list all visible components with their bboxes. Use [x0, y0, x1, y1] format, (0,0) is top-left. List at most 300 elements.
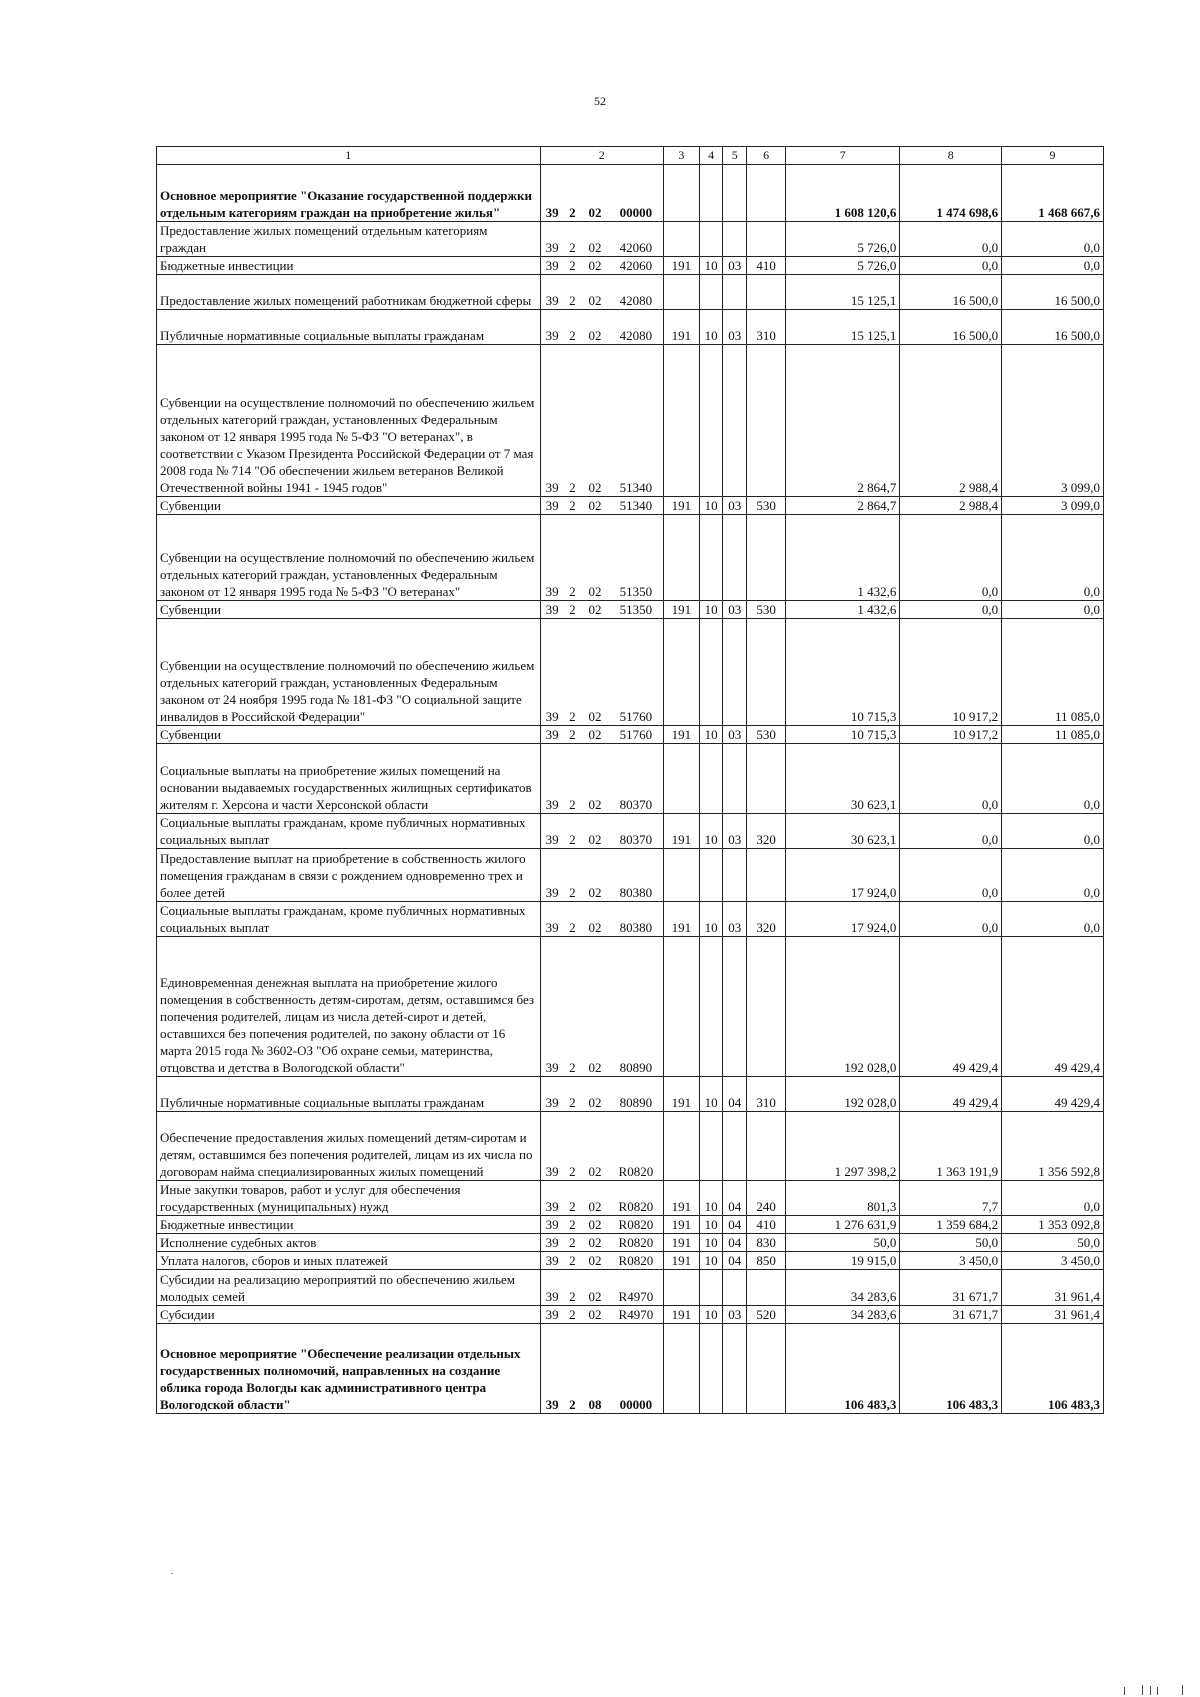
- row-value-col9: 0,0: [1002, 744, 1104, 814]
- row-code-admin: 39: [540, 849, 564, 902]
- row-code-admin: 39: [540, 1270, 564, 1306]
- row-value-col8: 1 474 698,6: [900, 165, 1002, 222]
- row-code-subsection: [723, 1270, 747, 1306]
- row-code-ministry: [663, 1270, 699, 1306]
- table-row: [157, 849, 1104, 902]
- row-code-section: [699, 619, 723, 726]
- row-code-expense-type: [747, 744, 786, 814]
- row-value-col8: 16 500,0: [900, 275, 1002, 310]
- row-value-col9: 16 500,0: [1002, 275, 1104, 310]
- row-name: Иные закупки товаров, работ и услуг для обеспечения государственных (муниципальных) нужд: [157, 1181, 541, 1216]
- row-code-expense-type: 310: [747, 1077, 786, 1112]
- row-code-admin: 39: [540, 726, 564, 744]
- row-code-subsection: 04: [723, 1234, 747, 1252]
- row-value-col7: 15 125,1: [786, 310, 900, 345]
- table-row: [157, 275, 1104, 310]
- row-code-direction: R0820: [609, 1112, 663, 1181]
- row-code-direction: 80380: [609, 849, 663, 902]
- row-code-admin: 39: [540, 1181, 564, 1216]
- row-code-ministry: 191: [663, 601, 699, 619]
- row-name: Обеспечение предоставления жилых помещений детям-сиротам и детям, оставшимся без попечения родителей, лицам из их числа по договорам найма специализированных жилых помещений: [157, 1112, 541, 1181]
- row-value-col9: 3 099,0: [1002, 345, 1104, 497]
- row-code-direction: R0820: [609, 1234, 663, 1252]
- row-code-expense-type: [747, 222, 786, 257]
- row-code-expense-type: [747, 1324, 786, 1414]
- row-value-col8: 31 671,7: [900, 1306, 1002, 1324]
- row-value-col9: 11 085,0: [1002, 619, 1104, 726]
- row-code-expense-type: 530: [747, 601, 786, 619]
- row-value-col8: 106 483,3: [900, 1324, 1002, 1414]
- row-code-section: 10: [699, 1306, 723, 1324]
- row-code-expense-type: 320: [747, 902, 786, 937]
- row-code-program: 2: [564, 849, 581, 902]
- row-code-direction: 80370: [609, 744, 663, 814]
- row-code-section: 10: [699, 257, 723, 275]
- row-value-col9: 0,0: [1002, 1181, 1104, 1216]
- column-header: 4: [699, 147, 723, 165]
- row-code-direction: 00000: [609, 1324, 663, 1414]
- row-value-col7: 1 432,6: [786, 515, 900, 601]
- row-code-admin: 39: [540, 744, 564, 814]
- row-code-ministry: [663, 275, 699, 310]
- row-name: Социальные выплаты гражданам, кроме публичных нормативных социальных выплат: [157, 814, 541, 849]
- row-value-col7: 1 608 120,6: [786, 165, 900, 222]
- table-row: [157, 257, 1104, 275]
- row-code-subsection: [723, 744, 747, 814]
- row-code-direction: R0820: [609, 1181, 663, 1216]
- table-row: [157, 1234, 1104, 1252]
- row-value-col8: 3 450,0: [900, 1252, 1002, 1270]
- row-code-direction: 42060: [609, 222, 663, 257]
- row-code-subsection: [723, 1112, 747, 1181]
- row-name: Субсидии на реализацию мероприятий по обеспечению жильем молодых семей: [157, 1270, 541, 1306]
- row-name: Исполнение судебных актов: [157, 1234, 541, 1252]
- row-code-admin: 39: [540, 1112, 564, 1181]
- table-row: [157, 1181, 1104, 1216]
- row-code-ministry: 191: [663, 257, 699, 275]
- row-code-ministry: [663, 515, 699, 601]
- row-value-col9: 3 450,0: [1002, 1252, 1104, 1270]
- row-code-program: 2: [564, 345, 581, 497]
- row-value-col7: 5 726,0: [786, 222, 900, 257]
- row-code-program: 2: [564, 1234, 581, 1252]
- row-value-col7: 15 125,1: [786, 275, 900, 310]
- row-name: Основное мероприятие "Оказание государственной поддержки отдельным категориям граждан на приобретение жилья": [157, 165, 541, 222]
- column-header: 7: [786, 147, 900, 165]
- row-value-col8: 49 429,4: [900, 937, 1002, 1077]
- row-name: Бюджетные инвестиции: [157, 1216, 541, 1234]
- row-code-subprogram: 02: [581, 744, 609, 814]
- row-name: Субвенции на осуществление полномочий по обеспечению жильем отдельных категорий граждан, установленных Федеральным законом от 12 января 1995 года № 5-ФЗ "О ветеранах": [157, 515, 541, 601]
- row-code-subprogram: 02: [581, 345, 609, 497]
- row-code-ministry: 191: [663, 902, 699, 937]
- table-row: [157, 814, 1104, 849]
- row-name: Бюджетные инвестиции: [157, 257, 541, 275]
- row-value-col7: 5 726,0: [786, 257, 900, 275]
- table-row: [157, 619, 1104, 726]
- row-code-subsection: 03: [723, 1306, 747, 1324]
- row-code-ministry: 191: [663, 814, 699, 849]
- row-value-col7: 17 924,0: [786, 902, 900, 937]
- row-code-expense-type: [747, 345, 786, 497]
- row-value-col8: 0,0: [900, 601, 1002, 619]
- row-name: Субсидии: [157, 1306, 541, 1324]
- row-value-col8: 16 500,0: [900, 310, 1002, 345]
- row-code-subprogram: 08: [581, 1324, 609, 1414]
- row-value-col7: 30 623,1: [786, 814, 900, 849]
- row-code-subprogram: 02: [581, 726, 609, 744]
- row-code-expense-type: 410: [747, 257, 786, 275]
- row-code-program: 2: [564, 744, 581, 814]
- row-name: Субвенции на осуществление полномочий по обеспечению жильем отдельных категорий граждан, установленных Федеральным законом от 12 января 1995 года № 5-ФЗ "О ветеранах", в соответствии с Указом Президента Российской Федерации от 7 мая 2008 года № 714 "Об обеспечении жильем ветеранов Великой Отечественной войны 1941 - 1945 годов": [157, 345, 541, 497]
- row-value-col8: 1 363 191,9: [900, 1112, 1002, 1181]
- row-code-expense-type: 310: [747, 310, 786, 345]
- row-code-expense-type: [747, 1270, 786, 1306]
- row-code-subprogram: 02: [581, 275, 609, 310]
- row-code-program: 2: [564, 165, 581, 222]
- row-code-subsection: [723, 1324, 747, 1414]
- row-code-subsection: [723, 275, 747, 310]
- row-code-expense-type: 320: [747, 814, 786, 849]
- column-header: 3: [663, 147, 699, 165]
- table-row: [157, 1077, 1104, 1112]
- row-code-section: [699, 1112, 723, 1181]
- row-code-subprogram: 02: [581, 497, 609, 515]
- row-code-admin: 39: [540, 902, 564, 937]
- scan-edge-marks: [1120, 1683, 1190, 1695]
- table-row: [157, 1112, 1104, 1181]
- row-code-direction: 00000: [609, 165, 663, 222]
- row-code-section: [699, 345, 723, 497]
- row-value-col8: 0,0: [900, 849, 1002, 902]
- row-code-section: [699, 515, 723, 601]
- row-code-subprogram: 02: [581, 937, 609, 1077]
- column-header: 1: [157, 147, 541, 165]
- row-code-subsection: 03: [723, 310, 747, 345]
- budget-table: [156, 146, 1104, 1414]
- row-code-section: [699, 937, 723, 1077]
- row-code-ministry: 191: [663, 310, 699, 345]
- row-code-section: [699, 165, 723, 222]
- row-code-expense-type: 530: [747, 497, 786, 515]
- row-value-col7: 192 028,0: [786, 1077, 900, 1112]
- table-row: [157, 744, 1104, 814]
- row-code-direction: 51760: [609, 726, 663, 744]
- row-code-program: 2: [564, 310, 581, 345]
- row-value-col7: 10 715,3: [786, 726, 900, 744]
- row-code-section: 10: [699, 1077, 723, 1112]
- row-code-section: 10: [699, 1252, 723, 1270]
- row-code-subsection: 04: [723, 1077, 747, 1112]
- row-code-direction: 80890: [609, 937, 663, 1077]
- row-code-expense-type: [747, 849, 786, 902]
- row-code-program: 2: [564, 726, 581, 744]
- row-value-col7: 801,3: [786, 1181, 900, 1216]
- header-row: [157, 147, 1104, 165]
- row-code-ministry: [663, 345, 699, 497]
- row-code-subsection: [723, 345, 747, 497]
- row-value-col9: 0,0: [1002, 814, 1104, 849]
- column-header: 6: [747, 147, 786, 165]
- table-row: [157, 310, 1104, 345]
- row-code-subsection: [723, 165, 747, 222]
- row-value-col8: 0,0: [900, 257, 1002, 275]
- row-code-program: 2: [564, 1252, 581, 1270]
- row-name: Субвенции: [157, 497, 541, 515]
- table-row: [157, 1216, 1104, 1234]
- row-code-expense-type: [747, 1112, 786, 1181]
- row-code-section: [699, 849, 723, 902]
- row-name: Уплата налогов, сборов и иных платежей: [157, 1252, 541, 1270]
- row-code-section: 10: [699, 726, 723, 744]
- row-code-subprogram: 02: [581, 257, 609, 275]
- table-row: [157, 1252, 1104, 1270]
- row-code-subprogram: 02: [581, 1234, 609, 1252]
- column-header: 2: [540, 147, 663, 165]
- row-code-subsection: 03: [723, 814, 747, 849]
- row-code-direction: 51760: [609, 619, 663, 726]
- row-code-admin: 39: [540, 814, 564, 849]
- row-name: Единовременная денежная выплата на приобретение жилого помещения в собственность детям-сиротам, детям, оставшимся без попечения родителей, лицам из числа детей-сирот и детей, оставшихся без попечения родителей, по закону области от 16 марта 2015 года № 3602-ОЗ "Об охране семьи, материнства, отцовства и детства в Вологодской области": [157, 937, 541, 1077]
- row-code-admin: 39: [540, 619, 564, 726]
- row-code-admin: 39: [540, 165, 564, 222]
- row-value-col8: 49 429,4: [900, 1077, 1002, 1112]
- row-value-col7: 34 283,6: [786, 1270, 900, 1306]
- row-name: Предоставление жилых помещений работникам бюджетной сферы: [157, 275, 541, 310]
- row-code-direction: 51340: [609, 497, 663, 515]
- row-value-col8: 2 988,4: [900, 497, 1002, 515]
- row-code-admin: 39: [540, 345, 564, 497]
- row-code-expense-type: [747, 275, 786, 310]
- row-code-direction: 42060: [609, 257, 663, 275]
- row-value-col7: 1 297 398,2: [786, 1112, 900, 1181]
- row-name: Публичные нормативные социальные выплаты гражданам: [157, 1077, 541, 1112]
- row-value-col7: 2 864,7: [786, 345, 900, 497]
- row-code-admin: 39: [540, 1324, 564, 1414]
- column-header: 8: [900, 147, 1002, 165]
- row-code-expense-type: [747, 937, 786, 1077]
- row-value-col7: 50,0: [786, 1234, 900, 1252]
- row-code-ministry: 191: [663, 1216, 699, 1234]
- row-code-expense-type: 850: [747, 1252, 786, 1270]
- row-code-ministry: [663, 1324, 699, 1414]
- row-code-subsection: [723, 619, 747, 726]
- row-code-subsection: 03: [723, 257, 747, 275]
- row-code-subprogram: 02: [581, 619, 609, 726]
- row-code-program: 2: [564, 1112, 581, 1181]
- row-code-direction: R4970: [609, 1270, 663, 1306]
- row-value-col9: 50,0: [1002, 1234, 1104, 1252]
- row-code-admin: 39: [540, 275, 564, 310]
- row-code-program: 2: [564, 1324, 581, 1414]
- row-value-col8: 1 359 684,2: [900, 1216, 1002, 1234]
- row-name: Субвенции: [157, 601, 541, 619]
- row-code-section: [699, 1324, 723, 1414]
- row-code-direction: R4970: [609, 1306, 663, 1324]
- row-name: Субвенции: [157, 726, 541, 744]
- row-code-program: 2: [564, 497, 581, 515]
- row-code-program: 2: [564, 1077, 581, 1112]
- row-code-program: 2: [564, 515, 581, 601]
- row-value-col9: 106 483,3: [1002, 1324, 1104, 1414]
- row-code-section: 10: [699, 1181, 723, 1216]
- table-row: [157, 726, 1104, 744]
- row-value-col9: 0,0: [1002, 515, 1104, 601]
- row-code-subsection: 03: [723, 902, 747, 937]
- table-row: [157, 1306, 1104, 1324]
- row-code-program: 2: [564, 257, 581, 275]
- row-code-subprogram: 02: [581, 1252, 609, 1270]
- row-code-subsection: [723, 937, 747, 1077]
- table-row: [157, 601, 1104, 619]
- row-code-subprogram: 02: [581, 515, 609, 601]
- row-value-col7: 1 276 631,9: [786, 1216, 900, 1234]
- row-code-subsection: [723, 849, 747, 902]
- table-row: [157, 515, 1104, 601]
- row-code-direction: 51350: [609, 601, 663, 619]
- row-code-admin: 39: [540, 1252, 564, 1270]
- row-code-program: 2: [564, 937, 581, 1077]
- row-value-col9: 1 353 092,8: [1002, 1216, 1104, 1234]
- row-value-col7: 2 864,7: [786, 497, 900, 515]
- row-code-section: 10: [699, 902, 723, 937]
- row-code-program: 2: [564, 814, 581, 849]
- row-value-col8: 0,0: [900, 814, 1002, 849]
- row-code-section: [699, 275, 723, 310]
- row-code-ministry: 191: [663, 1306, 699, 1324]
- row-name: Социальные выплаты на приобретение жилых помещений на основании выдаваемых государственных жилищных сертификатов жителям г. Херсона и части Херсонской области: [157, 744, 541, 814]
- row-code-program: 2: [564, 1270, 581, 1306]
- row-code-ministry: [663, 744, 699, 814]
- row-code-section: 10: [699, 814, 723, 849]
- row-value-col9: 49 429,4: [1002, 1077, 1104, 1112]
- row-code-direction: 80890: [609, 1077, 663, 1112]
- row-code-ministry: 191: [663, 726, 699, 744]
- row-code-program: 2: [564, 275, 581, 310]
- row-code-direction: 51350: [609, 515, 663, 601]
- row-code-admin: 39: [540, 1077, 564, 1112]
- row-value-col9: 1 356 592,8: [1002, 1112, 1104, 1181]
- row-code-admin: 39: [540, 222, 564, 257]
- row-code-subprogram: 02: [581, 222, 609, 257]
- row-code-expense-type: [747, 515, 786, 601]
- row-value-col9: 16 500,0: [1002, 310, 1104, 345]
- row-value-col9: 3 099,0: [1002, 497, 1104, 515]
- row-name: Социальные выплаты гражданам, кроме публичных нормативных социальных выплат: [157, 902, 541, 937]
- row-value-col7: 1 432,6: [786, 601, 900, 619]
- row-name: Предоставление выплат на приобретение в собственность жилого помещения гражданам в связи с рождением одновременно трех и более детей: [157, 849, 541, 902]
- table-row: [157, 937, 1104, 1077]
- row-value-col9: 31 961,4: [1002, 1306, 1104, 1324]
- row-code-ministry: [663, 222, 699, 257]
- row-code-subsection: [723, 515, 747, 601]
- row-code-section: [699, 744, 723, 814]
- row-code-ministry: [663, 619, 699, 726]
- row-value-col9: 0,0: [1002, 902, 1104, 937]
- row-value-col8: 0,0: [900, 515, 1002, 601]
- row-code-ministry: [663, 937, 699, 1077]
- row-code-direction: 80370: [609, 814, 663, 849]
- table-row: [157, 497, 1104, 515]
- row-code-expense-type: 530: [747, 726, 786, 744]
- row-code-direction: 80380: [609, 902, 663, 937]
- row-code-program: 2: [564, 1216, 581, 1234]
- row-value-col8: 10 917,2: [900, 619, 1002, 726]
- table-row: [157, 165, 1104, 222]
- row-code-section: 10: [699, 497, 723, 515]
- row-value-col7: 30 623,1: [786, 744, 900, 814]
- row-code-admin: 39: [540, 257, 564, 275]
- row-value-col8: 31 671,7: [900, 1270, 1002, 1306]
- row-name: Субвенции на осуществление полномочий по обеспечению жильем отдельных категорий граждан, установленных Федеральным законом от 24 ноября 1995 года № 181-ФЗ "О социальной защите инвалидов в Российской Федерации": [157, 619, 541, 726]
- row-value-col7: 34 283,6: [786, 1306, 900, 1324]
- row-code-section: 10: [699, 310, 723, 345]
- row-code-ministry: [663, 849, 699, 902]
- row-name: Публичные нормативные социальные выплаты гражданам: [157, 310, 541, 345]
- row-code-expense-type: [747, 165, 786, 222]
- row-code-ministry: 191: [663, 1234, 699, 1252]
- row-value-col7: 106 483,3: [786, 1324, 900, 1414]
- row-code-expense-type: 240: [747, 1181, 786, 1216]
- table-row: [157, 222, 1104, 257]
- row-code-subprogram: 02: [581, 1077, 609, 1112]
- row-code-subprogram: 02: [581, 814, 609, 849]
- row-value-col9: 1 468 667,6: [1002, 165, 1104, 222]
- row-code-expense-type: [747, 619, 786, 726]
- row-code-direction: 51340: [609, 345, 663, 497]
- row-code-program: 2: [564, 222, 581, 257]
- row-code-program: 2: [564, 1306, 581, 1324]
- row-code-ministry: [663, 165, 699, 222]
- row-code-subsection: 04: [723, 1252, 747, 1270]
- row-code-admin: 39: [540, 1306, 564, 1324]
- row-value-col8: 10 917,2: [900, 726, 1002, 744]
- row-code-subsection: 03: [723, 497, 747, 515]
- row-code-program: 2: [564, 601, 581, 619]
- table-row: [157, 345, 1104, 497]
- table-row: [157, 1270, 1104, 1306]
- table-row: [157, 902, 1104, 937]
- row-code-expense-type: 520: [747, 1306, 786, 1324]
- row-value-col9: 0,0: [1002, 601, 1104, 619]
- row-code-program: 2: [564, 1181, 581, 1216]
- row-code-subprogram: 02: [581, 1181, 609, 1216]
- row-code-admin: 39: [540, 310, 564, 345]
- scan-speck: [171, 1573, 173, 1574]
- row-value-col9: 0,0: [1002, 257, 1104, 275]
- row-code-admin: 39: [540, 515, 564, 601]
- row-code-admin: 39: [540, 1216, 564, 1234]
- row-value-col9: 0,0: [1002, 222, 1104, 257]
- row-value-col9: 31 961,4: [1002, 1270, 1104, 1306]
- column-header: 9: [1002, 147, 1104, 165]
- row-value-col9: 49 429,4: [1002, 937, 1104, 1077]
- row-name: Основное мероприятие "Обеспечение реализации отдельных государственных полномочий, направленных на создание облика города Вологды как административного центра Вологодской области": [157, 1324, 541, 1414]
- row-code-admin: 39: [540, 1234, 564, 1252]
- row-code-ministry: 191: [663, 497, 699, 515]
- row-value-col9: 11 085,0: [1002, 726, 1104, 744]
- row-code-section: 10: [699, 601, 723, 619]
- row-code-admin: 39: [540, 601, 564, 619]
- row-code-subprogram: 02: [581, 165, 609, 222]
- row-code-subsection: 04: [723, 1216, 747, 1234]
- row-code-subprogram: 02: [581, 310, 609, 345]
- row-value-col8: 0,0: [900, 902, 1002, 937]
- row-code-program: 2: [564, 902, 581, 937]
- row-value-col9: 0,0: [1002, 849, 1104, 902]
- row-code-expense-type: 830: [747, 1234, 786, 1252]
- page-number: 52: [594, 94, 606, 108]
